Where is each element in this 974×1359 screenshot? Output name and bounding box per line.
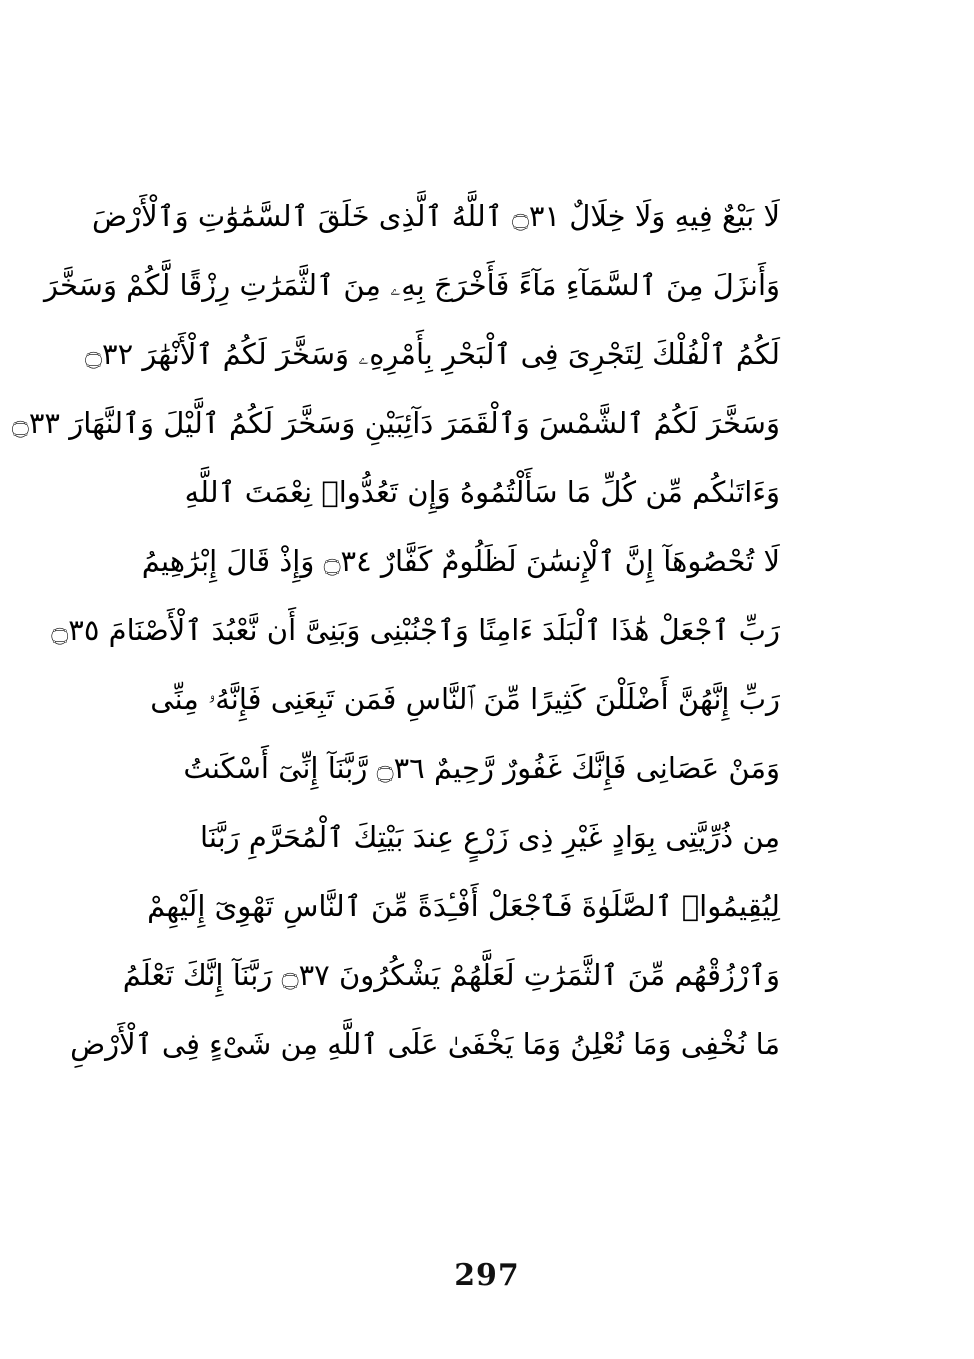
text-line: وَٱرْزُقْهُم مِّنَ ٱلثَّمَرَٰتِ لَعَلَّهُمْ يَشْكُرُونَ ۝٣٧ رَبَّنَآ إِنَّكَ تَعْلَمُ xyxy=(122,958,780,992)
text-line: وَأَنزَلَ مِنَ ٱلسَّمَآءِ مَآءً فَأَخْرَجَ بِهِۦ مِنَ ٱلثَّمَرَٰتِ رِزْقًا لَّكُمْ وَسَخَّرَ xyxy=(43,268,780,302)
text-line: رَبِّ إِنَّهُنَّ أَضْلَلْنَ كَثِيرًا مِّنَ ٱلنَّاسِ فَمَن تَبِعَنِى فَإِنَّهُۥ مِنِّى xyxy=(150,682,780,716)
text-line: رَبِّ ٱجْعَلْ هَٰذَا ٱلْبَلَدَ ءَامِنًا وَٱجْنُبْنِى وَبَنِىَّ أَن نَّعْبُدَ ٱلْأَصْنَامَ ۝٣٥ xyxy=(51,613,780,647)
text-line: لَا تُحْصُوهَآ إِنَّ ٱلْإِنسَٰنَ لَظَلُومٌ كَفَّارٌ ۝٣٤ وَإِذْ قَالَ إِبْرَٰهِيمُ xyxy=(141,544,780,578)
text-line: وَسَخَّرَ لَكُمُ ٱلشَّمْسَ وَٱلْقَمَرَ دَآئِبَيْنِ وَسَخَّرَ لَكُمُ ٱلَّيْلَ وَٱلنَّهَارَ ۝٣٣ xyxy=(11,406,780,440)
quran-text-block xyxy=(11,182,780,1079)
text-line: لَكُمُ ٱلْفُلْكَ لِتَجْرِىَ فِى ٱلْبَحْرِ بِأَمْرِهِۦ وَسَخَّرَ لَكُمُ ٱلْأَنْهَٰرَ ۝٣٢ xyxy=(85,337,780,371)
text-line: مِن ذُرِّيَّتِى بِوَادٍ غَيْرِ ذِى زَرْعٍ عِندَ بَيْتِكَ ٱلْمُحَرَّمِ رَبَّنَا xyxy=(200,820,780,854)
text-line: وَءَاتَىٰكُم مِّن كُلِّ مَا سَأَلْتُمُوهُ وَإِن تَعُدُّوا۟ نِعْمَتَ ٱللَّهِ xyxy=(184,475,780,509)
text-line: لَا بَيْعٌ فِيهِ وَلَا خِلَالٌ ۝٣١ ٱللَّهُ ٱلَّذِى خَلَقَ ٱلسَّمَٰوَٰتِ وَٱلْأَرْضَ xyxy=(92,199,780,233)
text-line: وَمَنْ عَصَانِى فَإِنَّكَ غَفُورٌ رَّحِيمٌ ۝٣٦ رَّبَّنَآ إِنِّىٓ أَسْكَنتُ xyxy=(183,751,780,785)
text-line: مَا نُخْفِى وَمَا نُعْلِنُ وَمَا يَخْفَىٰ عَلَى ٱللَّهِ مِن شَىْءٍ فِى ٱلْأَرْضِ xyxy=(70,1027,780,1061)
page-number: 297 xyxy=(454,1258,520,1293)
text-line: لِيُقِيمُوا۟ ٱلصَّلَوٰةَ فَٱجْعَلْ أَفْـِٔدَةً مِّنَ ٱلنَّاسِ تَهْوِىٓ إِلَيْهِمْ xyxy=(147,889,780,923)
